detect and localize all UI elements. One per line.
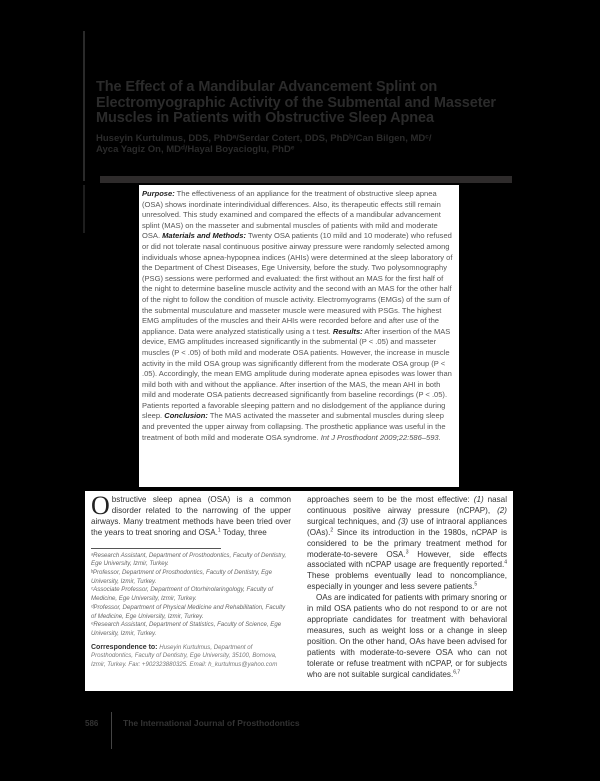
- abstract-box: [139, 185, 459, 487]
- text: surgical techniques, and: [307, 516, 399, 526]
- footnote-a: ᵃResearch Assistant, Department of Prosthodontics, Faculty of Dentistry, Ege University, Izmir, Turkey.: [91, 551, 287, 568]
- correspondence: [91, 644, 291, 670]
- purpose-text: The effectiveness of an appliance for the treatment of obstructive sleep apnea (OSA) shows inordinate interindividual differences. Also, its therapeutic effects still remain unresolved. This study examined and compared the effects of a mandibular advancement splint (MAS) on the masseter and submental muscles of patients with mild and moderate OSA.: [142, 189, 441, 241]
- margin-rule-lower: [83, 185, 85, 233]
- list-marker: (1): [473, 495, 484, 504]
- text: approaches seem to be the most effective:: [307, 495, 474, 504]
- methods-text: Twenty OSA patients (10 mild and 10 moderate) who refused or did not tolerate nasal continuous positive airway pressure were randomly selected among individuals whose apnea-hypopnea indices (AHIs) were determined at the sleep laboratory of the Department of Chest Diseases, Ege University, before the study. Two polysomnography (PSG) sessions were performed and evaluated: the first without an MAS for the first half of the night to determine baseline muscle activity and the second with an MAS for the other half of the night to follow the condition of muscle activity. Electromyograms (EMGs) of the sum of the submental musculature and masseter muscle were measured with PSGs. The highest EMG amplitudes of the muscles and their AHIs were recorded before and after use of the appliance. Data were analyzed statistically using a t test.: [142, 231, 453, 336]
- footnote-c: ᶜAssociate Professor, Department of Otorhinolaringology, Faculty of Medicine, Ege University, Izmir, Turkey.: [91, 586, 273, 603]
- author-list: [96, 133, 516, 155]
- footnote-e: ᵉResearch Assistant, Department of Statistics, Faculty of Science, Ege University, Izmir, Turkey.: [91, 621, 282, 637]
- list-marker: (3): [398, 516, 409, 526]
- journal-name: The International Journal of Prosthodontics: [123, 718, 300, 728]
- article-title: The Effect of a Mandibular Advancement Splint on Electromyographic Activity of the Submental and Masseter Muscles in Patients with Obstructive Sleep Apnea: [96, 79, 496, 126]
- list-marker: (2): [497, 505, 507, 515]
- footnote-d: ᵈProfessor, Department of Physical Medicine and Rehabilitation, Faculty of Medicine, Ege University, Izmir, Turkey.: [91, 603, 286, 620]
- citation: Int J Prosthodont 2009;22:586–593.: [320, 432, 441, 442]
- results-text: After insertion of the MAS device, EMG amplitudes increased significantly in the submental (P < .05) and masseter muscles (P < .05) of both mild and moderate OSA patients. However, the increase in muscle activity in the mild OSA group was significantly different from the moderate OSA group (P < .05). Accordingly, the mean EMG amplitude during moderate apnea episodes was lower than mild both with and without the appliance. After insertion of the MAS, the mean AHI in both mild and moderate OSA patients decreased significantly from baseline recordings (P < .05). Patients reported a favorable sleeping pattern and no dislodgement of the appliance during sleep.: [142, 326, 452, 421]
- paragraph-approaches: [307, 495, 507, 593]
- footnote-b: ᵇProfessor, Department of Prosthodontics, Faculty of Dentistry, Ege University, Izmir, Turkey.: [91, 569, 272, 585]
- footer-rule: [111, 712, 112, 749]
- text: These problems eventually lead to noncompliance, especially in younger and less severe patients.: [307, 571, 507, 592]
- conclusion-label: Conclusion:: [164, 411, 208, 421]
- authors-line-2: Ayca Yagiz On, MDᵈ/Hayal Boyacioglu, PhDᵉ: [96, 144, 295, 155]
- intro-text-tail: Today, three: [220, 527, 267, 537]
- text: use of intraoral appliances (OAs).: [307, 516, 507, 537]
- intro-paragraph: [91, 491, 291, 539]
- correspondence-text: Huseyin Kurtulmus, Department of Prosthodontics, Faculty of Dentistry, Ege University, 35100, Bornova, Izmir, Turkey. Fax: +902323880325. Email: h_kurtulmus@yahoo.com: [91, 643, 278, 669]
- abstract-header-bar: [100, 176, 512, 183]
- text: However, side effects associated with nCPAP usage are frequently reported.: [307, 549, 508, 570]
- purpose-label: Purpose:: [142, 189, 175, 198]
- footnotes: [91, 552, 291, 639]
- correspondence-label: Correspondence to:: [91, 643, 158, 651]
- ref-2: 2: [330, 527, 334, 534]
- intro-text: bstructive sleep apnea (OSA) is a common disorder related to the narrowing of the upper airways. Many treatment methods have been tried over the years to treat snoring and OSA.: [91, 495, 291, 537]
- ref-5: 5: [474, 581, 478, 588]
- ref-4: 4: [504, 559, 507, 566]
- authors-line-1: Huseyin Kurtulmus, DDS, PhDᵃ/Serdar Cotert, DDS, PhDᵇ/Can Bilgen, MDᶜ/: [96, 133, 432, 144]
- results-label: Results:: [332, 326, 363, 336]
- ref-1: 1: [217, 527, 221, 534]
- text: nasal continuous positive airway pressure (nCPAP),: [307, 495, 507, 515]
- conclusion-text: The MAS activated the masseter and submental muscles during sleep and prevented the upper airway from collapsing. The prosthetic appliance was useful in the treatment of both mild and moderate OSA syndrome.: [142, 411, 446, 442]
- text: OAs are indicated for patients with primary snoring or in mild OSA patients who do not respond to or are not appropriate candidates for treatment with behavioral measures, such as weight loss or a change in sleep position. On the other hand, OAs have been advised for patients with moderate-to-severe OSA who can not tolerate or refuse treatment with nCPAP, or for subjects who are not suitable surgical candidates.: [307, 593, 507, 679]
- page-number: 586: [85, 719, 99, 728]
- methods-label: Materials and Methods:: [162, 231, 247, 241]
- paragraph-oas: [307, 593, 507, 680]
- drop-cap: O: [91, 491, 110, 520]
- ref-3: 3: [405, 548, 409, 555]
- body-page: [85, 491, 513, 691]
- footnote-rule: [91, 548, 221, 549]
- ref-6-7: 6,7: [453, 668, 461, 675]
- right-column: [307, 495, 507, 680]
- margin-rule: [83, 31, 85, 181]
- left-column: [91, 491, 291, 670]
- text: Since its introduction in the 1980s, nCPAP is considered to be the primary treatment method for moderate-to-severe OSA.: [307, 527, 507, 559]
